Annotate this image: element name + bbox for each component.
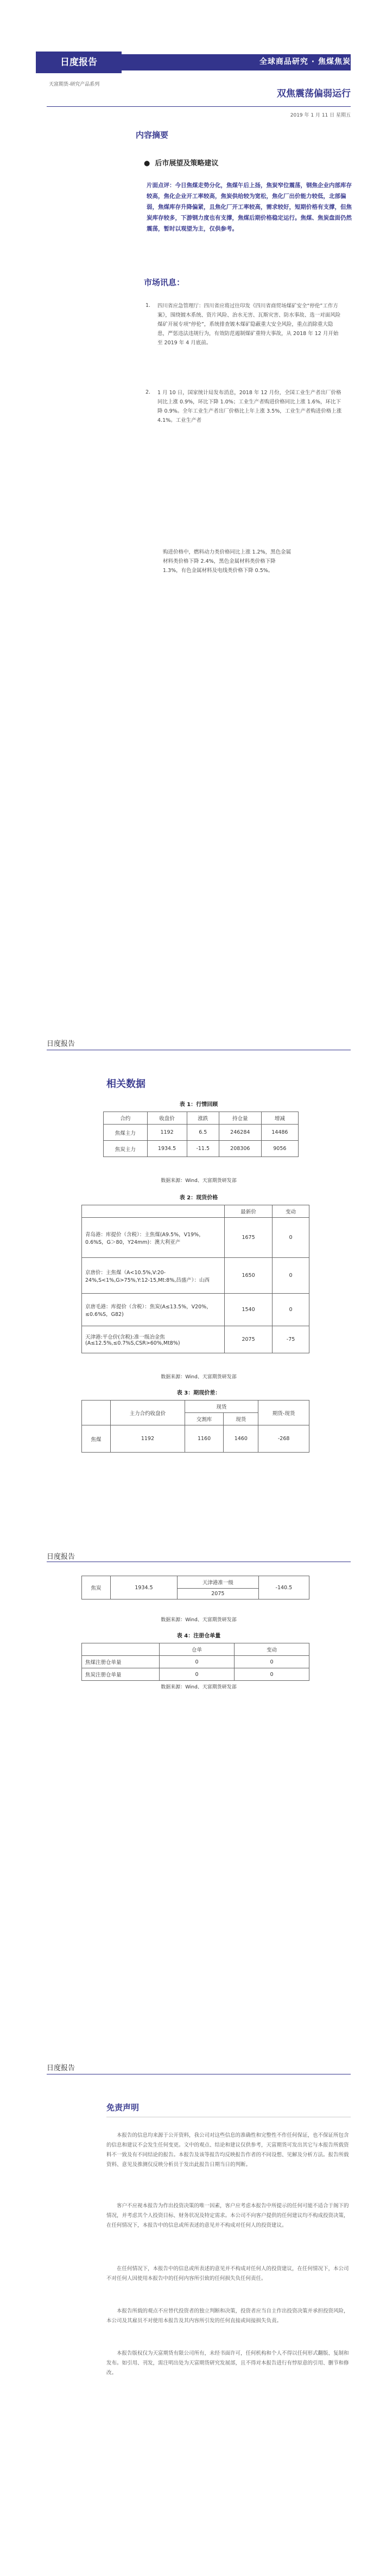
page-header: 日度报告 xyxy=(47,1040,75,1048)
disclaimer-paragraph: 在任何情况下，本报告中的信息或所表述的意见并不构成对任何人的投资建议，在任何情况下，本公司不对任何人因使用本报告中的任何内容所引致的任何损失负任何责任。 xyxy=(106,2266,349,2282)
table-header-cell: 交割库 xyxy=(185,1413,223,1425)
disclaimer-paragraph: 本报告所载的观点不应替代投资者的独立判断和决策，投资者应当自主作出投资决策并承担投资风险，本公司及其雇员不对使用本报告及其内容所引发的任何直接或间接损失负责。 xyxy=(106,2308,349,2324)
table-cell: 1934.5 xyxy=(111,1576,178,1599)
table-cell: 1192 xyxy=(147,1125,187,1141)
table-row xyxy=(82,1576,309,1589)
table1-title: 表 1：行情回顾 xyxy=(179,1102,218,1108)
table-header-row xyxy=(82,1643,309,1656)
table-header-cell: 变动 xyxy=(273,1205,309,1218)
table-cell: -268 xyxy=(258,1425,309,1453)
table-cell: 焦炭主力 xyxy=(104,1141,148,1157)
table-cell: 2075 xyxy=(225,1326,273,1353)
table-cell: 208306 xyxy=(219,1141,261,1157)
table-cell: 天津港:平仓价(含税):准一级冶金焦(A≤12.5%,≤0.7%S,CSR>60%,Mt8%) xyxy=(82,1326,225,1353)
table3-title: 表 3：期现价差： xyxy=(176,1390,221,1396)
table-row xyxy=(82,1294,309,1326)
table-cell: 1934.5 xyxy=(147,1141,187,1157)
table-row xyxy=(82,1258,309,1294)
table-header-cell: 现货 xyxy=(185,1401,258,1413)
table-header-cell: 增减 xyxy=(261,1112,298,1125)
table-header-cell: 期货-现货 xyxy=(258,1401,309,1425)
table-cell: 1540 xyxy=(225,1294,273,1326)
table-header-row xyxy=(82,1205,309,1218)
table-header-cell: 收盘价 xyxy=(147,1112,187,1125)
table-cell: 焦炭 xyxy=(82,1576,111,1599)
news-item-number: 1. xyxy=(145,303,151,309)
table-cell: 1192 xyxy=(111,1425,185,1453)
table-cell xyxy=(82,1401,111,1425)
table-header-cell: 现货 xyxy=(224,1413,258,1425)
table-row xyxy=(82,1425,309,1453)
table-row xyxy=(82,1656,309,1668)
table-header-cell: 合约 xyxy=(104,1112,148,1125)
table-cell: 焦煤注册仓单量 xyxy=(82,1656,160,1668)
table-cell: -11.5 xyxy=(187,1141,219,1157)
table-cell: 0 xyxy=(273,1258,309,1294)
table-row xyxy=(104,1125,299,1141)
table2-title: 表 2：现货价格 xyxy=(179,1195,218,1201)
table3-source: 数据来源：Wind、天富期货研发部 xyxy=(161,1617,237,1623)
page-header: 日度报告 xyxy=(47,2064,75,2072)
summary-heading: 内容摘要 xyxy=(136,130,169,140)
table-cell: 青岛港：库提价（含税）：主焦煤(A9.5%，V19%，0.6%S，G＞80，Y24mm)：澳大利亚产 xyxy=(82,1218,225,1258)
strategy-subheading xyxy=(144,157,218,168)
series-label: 天富期货-研究产品系列 xyxy=(49,82,100,87)
table-row xyxy=(104,1141,299,1157)
table-cell: 京唐价：主焦煤（A<10.5%,V:20-24%,S<1%,G>75%,Y:12-15,Mt:8%,昌盛产）：山西 xyxy=(82,1258,225,1294)
page-header: 日度报告 xyxy=(47,1553,75,1561)
news-item-number: 2. xyxy=(145,389,151,395)
summary-text: 片面点评：今日焦煤走势分化，焦煤午后上扬，焦炭窄位震荡，钢焦企业内部库存较高，焦化企业开工率较高，焦炭供给较为宽松，焦化厂出价能力较低，北部偏弱，焦煤库存升降偏紧，且焦化厂开工率较高，需求较好，短期价格有支撑，但焦炭库存较多，下游钢力度也有支撑，焦煤后期价格稳定运行。焦煤、焦炭盘面仍然震荡，暂时以观望为主，仅供参考。 xyxy=(147,182,352,232)
spot-price-table xyxy=(81,1205,309,1353)
title-divider xyxy=(47,106,351,107)
disclaimer-paragraph: 客户不应视本报告为作出投资决策的唯一因素，客户应考虑本报告中所提示的任何可能不适合于阁下的情况，并考虑其个人投资目标、财务状况及特定需求。本公司不向客户提供的任何建议均不构成投资决策，在任何情况下，本报告中的信息或所表述的意见并不构成对任何人的投资建议。 xyxy=(106,2203,349,2228)
disclaimer-paragraph: 本报告的信息均来源于公开资料，我公司对这些信息的准确性和完整性不作任何保证，也不保证所包含的信息和建议不会发生任何变更。文中的观点、结论和建议仅供参考，天富期货可发出其它与本报告所载资料不一致及有不同结论的报告。本报告及该等报告均反映报告作者的不同设想、见解及分析方法。报告所载资料、意见及推测仅反映分析员于发出此报告日期当日的判断。 xyxy=(106,2132,349,2168)
disclaimer-heading: 免责声明 xyxy=(106,2103,140,2112)
table-header-cell: 变动 xyxy=(235,1643,309,1656)
table-row xyxy=(82,1218,309,1258)
data-section-heading: 相关数据 xyxy=(106,1078,145,1090)
news-item: 1 月 10 日，国家统计局发布消息，2018 年 12 月份，全国工业生产者出厂价格同比上涨 0.9%，环比下降 1.0%；工业生产者购进价格同比上涨 1.6%，环比下降 0.9%。全年工业生产者出厂价格比上年上涨 3.5%，工业生产者购进价格上涨 4.1%。工业生产者 xyxy=(157,390,342,423)
table-cell: 1675 xyxy=(225,1218,273,1258)
table-cell: 9056 xyxy=(261,1141,298,1157)
basis-table-continued xyxy=(81,1576,309,1599)
table-header-cell: 持仓量 xyxy=(219,1112,261,1125)
table-cell: 0 xyxy=(160,1656,235,1668)
table-cell: 0 xyxy=(160,1668,235,1681)
table-header-cell: 主力合约收盘价 xyxy=(111,1401,185,1425)
table1-source: 数据来源：Wind、天富期货研发部 xyxy=(161,1178,237,1184)
news-item-continued: 购进价格中，燃料动力类价格同比上涨 1.2%，黑色金属材料类价格下降 2.4%，黑色金属材料类价格下降 1.3%，有色金属材料及电线类价格下降 0.5%。 xyxy=(163,549,292,574)
table-cell: -140.5 xyxy=(258,1576,309,1599)
table-header-row xyxy=(82,1401,309,1413)
table-cell: 1460 xyxy=(224,1425,258,1453)
report-title: 双焦震荡偏弱运行 xyxy=(277,88,351,99)
table-cell: 0 xyxy=(235,1656,309,1668)
table4-title: 表 4：注册仓单量 xyxy=(176,1633,221,1639)
news-heading: 市场讯息： xyxy=(144,278,185,287)
table-header-row xyxy=(104,1112,299,1125)
table-cell: 0 xyxy=(273,1294,309,1326)
table-row xyxy=(82,1326,309,1353)
banner-title: 全球商品研究 · 焦煤焦炭 xyxy=(259,57,351,66)
table-header-cell: 涨跌 xyxy=(187,1112,219,1125)
table-cell: 焦炭注册仓单量 xyxy=(82,1668,160,1681)
table-header-cell xyxy=(82,1205,225,1218)
table-cell: 焦煤主力 xyxy=(104,1125,148,1141)
table-cell: 14486 xyxy=(261,1125,298,1141)
report-type-tab: 日度报告 xyxy=(36,52,122,73)
table-header-cell: 最新价 xyxy=(225,1205,273,1218)
table2-source: 数据来源：Wind、天富期货研发部 xyxy=(161,1374,237,1380)
disclaimer-paragraph: 本报告版权仅为天富期货有限公司所有，未经书面许可，任何机构和个人不得以任何形式翻版、复制和发布。如引用、刊发，需注明出处为天富期货研究发展部，且不得对本报告进行有悖原意的引用、删节和修改。 xyxy=(106,2350,349,2376)
report-date: 2019 年 1 月 11 日 星期五 xyxy=(290,113,351,118)
market-review-table xyxy=(103,1112,299,1157)
table-cell: 2075 xyxy=(178,1589,259,1599)
table-cell: 0 xyxy=(235,1668,309,1681)
table-cell: 天津港准一级 xyxy=(178,1576,259,1589)
strategy-subheading-text: 后市展望及策略建议 xyxy=(155,159,219,168)
table-cell: 1650 xyxy=(225,1258,273,1294)
table4-source: 数据来源：Wind、天富期货研发部 xyxy=(161,1685,237,1690)
table-cell: -75 xyxy=(273,1326,309,1353)
table-header-cell: 仓单 xyxy=(160,1643,235,1656)
table-cell: 京唐毛港：库提价（含税）：焦炭(A≤13.5%，V20%，≤0.6%S，G82) xyxy=(82,1294,225,1326)
bullet-icon: ● xyxy=(144,159,150,168)
news-item: 四川省应急管理厅：四川省应将过往印发《四川省商贸场煤矿安全“停伦”工作方案》，围绕镀木系统、资片风险、治水无害、瓦斯灾害、防水事故、选一对面风险煤矿开展专项“停伦”，系统排查镀木煤矿隐蔽重大安全风险，重点消除重大隐患，严惩违法违规行为，有效防范遏制煤矿重特大事故，从 2018 年 12 月开始至 2019 年 4 月底前。 xyxy=(157,303,341,346)
table-row xyxy=(82,1668,309,1681)
basis-table xyxy=(81,1400,309,1453)
table-cell: 1160 xyxy=(185,1425,223,1453)
table-header-cell xyxy=(82,1643,160,1656)
table-cell: 246284 xyxy=(219,1125,261,1141)
warehouse-receipt-table xyxy=(81,1643,309,1681)
table-cell: 焦煤 xyxy=(82,1425,111,1453)
table-cell: 6.5 xyxy=(187,1125,219,1141)
table-cell: 0 xyxy=(273,1218,309,1258)
